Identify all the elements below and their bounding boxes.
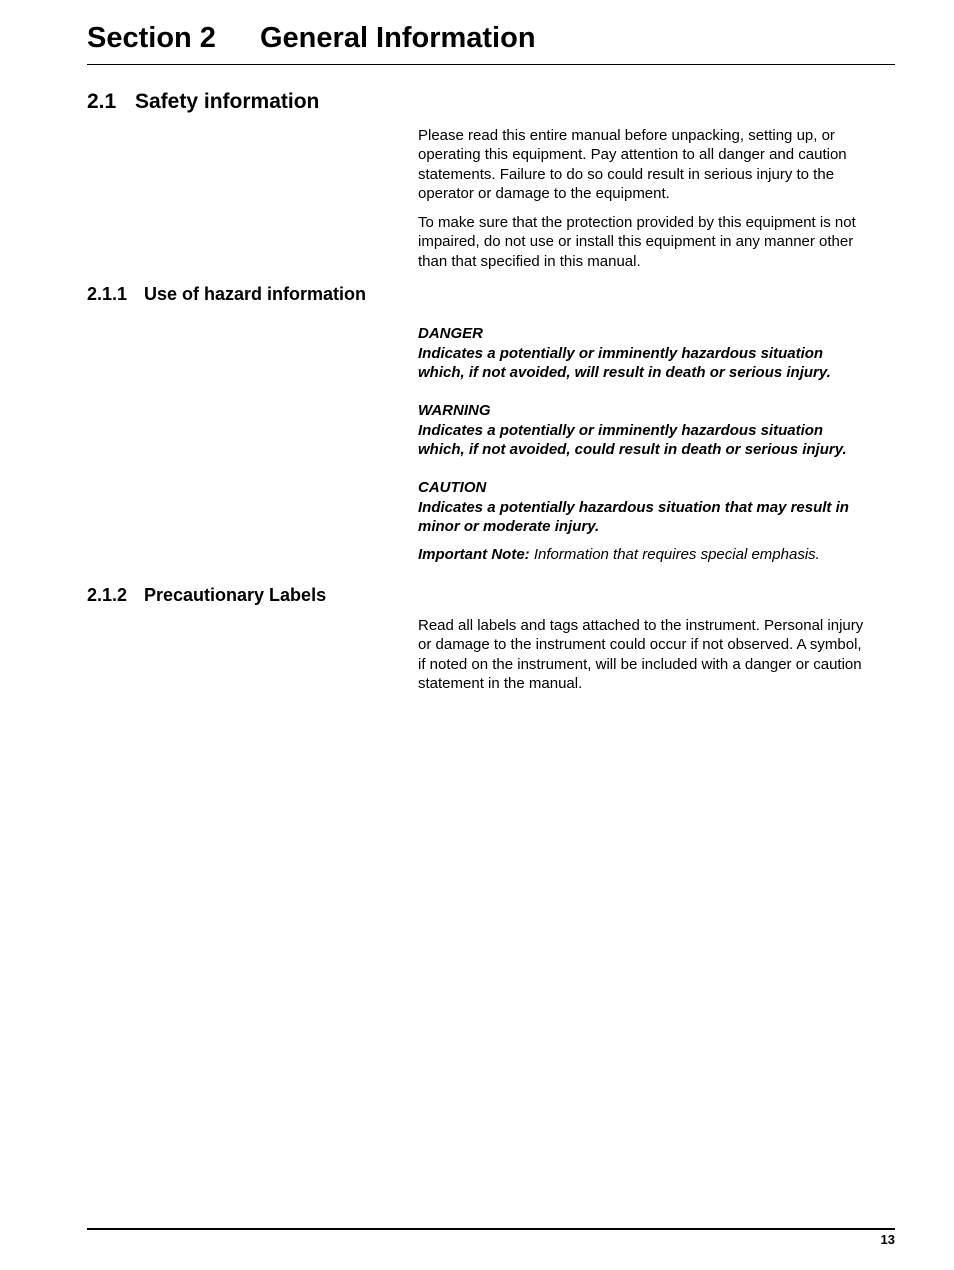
text-line: To make sure that the protection provided by this equipment is not: [418, 214, 856, 231]
text-line: Read all labels and tags attached to the instrument. Personal injury: [418, 617, 864, 634]
hazard-warning: [418, 401, 898, 460]
heading-number: 2.1.1: [87, 284, 128, 304]
hazard-text-line: Indicates a potentially or imminently hazardous situation: [418, 421, 824, 439]
text-line: Please read this entire manual before unpacking, setting up, or: [418, 127, 835, 144]
section-title: General Information: [260, 22, 536, 54]
page-number: 13: [880, 1232, 895, 1247]
important-note-label: Important Note:: [418, 546, 530, 563]
hazard-text-line: which, if not avoided, could result in death or serious injury.: [418, 441, 847, 459]
heading-number: 2.1.2: [87, 585, 128, 605]
text-line: statements. Failure to do so could result in serious injury to the: [418, 165, 835, 183]
labels-paragraph: [418, 616, 898, 694]
text-line: than that specified in this manual.: [418, 252, 641, 270]
heading-text: Use of hazard information: [144, 284, 367, 304]
text-line: statement in the manual.: [418, 675, 583, 693]
heading-text: Precautionary Labels: [144, 585, 327, 605]
text-line: or damage to the instrument could occur if not observed. A symbol,: [418, 636, 862, 654]
safety-paragraph-1: [418, 126, 898, 204]
hazard-label: DANGER: [418, 325, 484, 342]
important-note: [418, 545, 898, 564]
hazard-label: WARNING: [418, 402, 491, 419]
hazard-text-line: Indicates a potentially hazardous situation that may result in: [418, 498, 849, 516]
text-line: operating this equipment. Pay attention to all danger and caution: [418, 146, 847, 164]
heading-number: 2.1: [87, 90, 117, 113]
hazard-text-line: which, if not avoided, will result in death or serious injury.: [418, 364, 831, 382]
text-line: operator or damage to the equipment.: [418, 185, 670, 203]
footer-divider: [87, 1228, 895, 1230]
text-line: if noted on the instrument, will be included with a danger or caution: [418, 655, 862, 673]
section-number: Section 2: [87, 22, 216, 54]
hazard-caution: [418, 478, 898, 537]
section-header: [87, 20, 895, 65]
text-line: impaired, do not use or install this equipment in any manner other: [418, 233, 854, 251]
hazard-danger: [418, 324, 898, 383]
important-note-text: Information that requires special emphasis.: [529, 546, 820, 563]
hazard-text-line: Indicates a potentially or imminently hazardous situation: [418, 344, 824, 362]
hazard-label: CAUTION: [418, 479, 487, 496]
safety-paragraph-2: [418, 213, 898, 271]
heading-text: Safety information: [135, 90, 320, 113]
hazard-text-line: minor or moderate injury.: [418, 518, 600, 536]
